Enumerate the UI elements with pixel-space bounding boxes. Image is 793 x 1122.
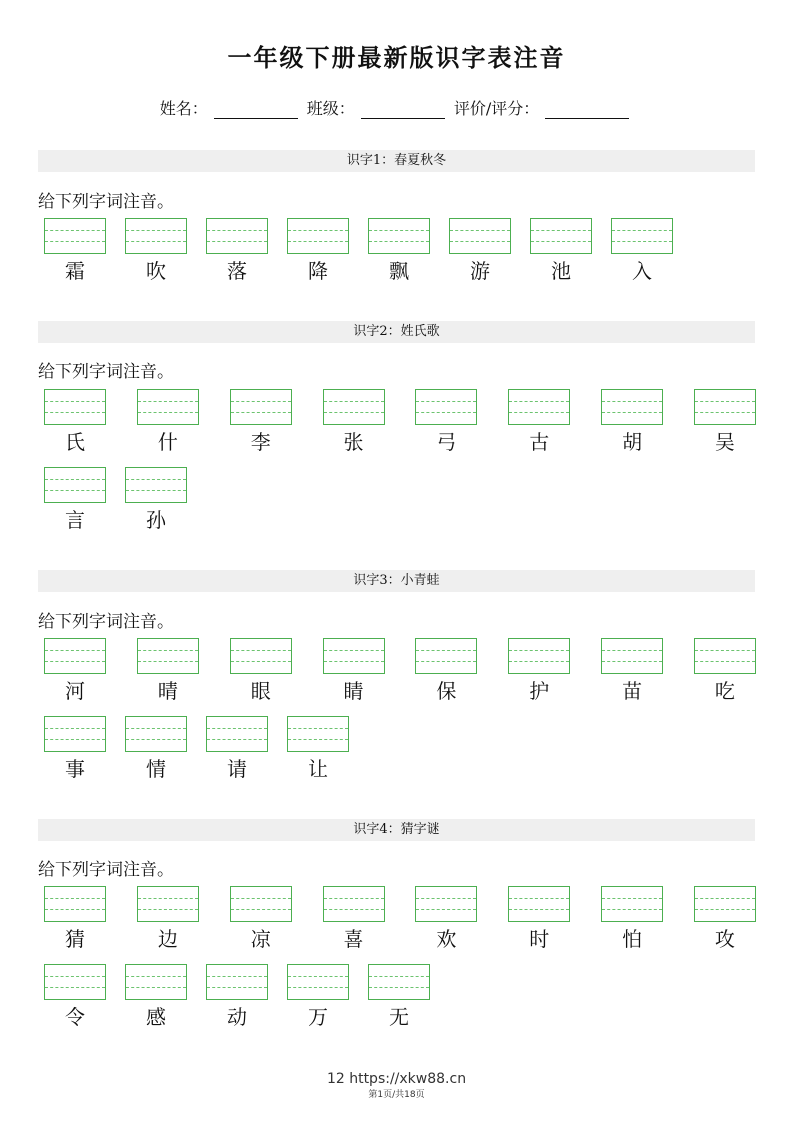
pinyin-guide-line bbox=[324, 661, 384, 662]
pinyin-guide-line bbox=[416, 412, 476, 413]
pinyin-guide-line bbox=[207, 987, 267, 988]
pinyin-guide-line bbox=[45, 728, 105, 729]
char-cell bbox=[137, 886, 199, 951]
pinyin-guide-line bbox=[45, 661, 105, 662]
pinyin-guide-line bbox=[138, 401, 198, 402]
pinyin-guide-line bbox=[207, 241, 267, 242]
char-cell bbox=[230, 886, 292, 951]
char-cell bbox=[44, 389, 106, 454]
char-cell bbox=[125, 218, 187, 283]
hanzi: 河 bbox=[65, 679, 85, 703]
char-row bbox=[44, 638, 756, 703]
pinyin-guide-line bbox=[45, 987, 105, 988]
pinyin-guide-line bbox=[695, 909, 755, 910]
pinyin-box[interactable] bbox=[137, 886, 199, 922]
pinyin-guide-line bbox=[207, 728, 267, 729]
name-label: 姓名： bbox=[159, 99, 208, 118]
char-row bbox=[44, 218, 756, 283]
hanzi: 万 bbox=[308, 1005, 328, 1029]
pinyin-guide-line bbox=[509, 401, 569, 402]
pinyin-guide-line bbox=[231, 412, 291, 413]
char-row bbox=[44, 886, 756, 951]
char-cell bbox=[44, 467, 106, 532]
hanzi: 无 bbox=[389, 1005, 409, 1029]
char-cell bbox=[368, 218, 430, 283]
hanzi: 请 bbox=[227, 757, 247, 781]
pinyin-box[interactable] bbox=[415, 389, 477, 425]
pinyin-guide-line bbox=[126, 479, 186, 480]
char-cell bbox=[230, 638, 292, 703]
hanzi: 感 bbox=[146, 1005, 166, 1029]
pinyin-guide-line bbox=[695, 401, 755, 402]
hanzi: 事 bbox=[65, 757, 85, 781]
char-cell bbox=[206, 218, 268, 283]
char-cell bbox=[368, 964, 430, 1029]
char-row bbox=[44, 716, 756, 781]
hanzi: 动 bbox=[227, 1005, 247, 1029]
pinyin-guide-line bbox=[45, 490, 105, 491]
hanzi: 凉 bbox=[250, 927, 271, 951]
pinyin-guide-line bbox=[126, 976, 186, 977]
pinyin-box[interactable] bbox=[415, 886, 477, 922]
instruction: 给下列字词注音。 bbox=[38, 362, 174, 382]
pinyin-guide-line bbox=[126, 230, 186, 231]
pinyin-guide-line bbox=[231, 909, 291, 910]
pinyin-box[interactable] bbox=[508, 886, 570, 922]
class-label: 班级： bbox=[306, 99, 355, 118]
pinyin-guide-line bbox=[126, 987, 186, 988]
pinyin-guide-line bbox=[602, 412, 662, 413]
pinyin-guide-line bbox=[612, 241, 672, 242]
pinyin-guide-line bbox=[45, 909, 105, 910]
char-cell bbox=[44, 218, 106, 283]
char-cell bbox=[530, 218, 592, 283]
pinyin-box[interactable] bbox=[44, 716, 106, 752]
pinyin-guide-line bbox=[531, 241, 591, 242]
char-cell bbox=[230, 389, 292, 454]
score-blank[interactable] bbox=[545, 100, 629, 119]
char-cell bbox=[508, 886, 570, 951]
pinyin-guide-line bbox=[602, 898, 662, 899]
char-cell bbox=[287, 716, 349, 781]
hanzi: 吴 bbox=[714, 430, 735, 454]
pinyin-box[interactable] bbox=[368, 964, 430, 1000]
pinyin-guide-line bbox=[126, 241, 186, 242]
pinyin-guide-line bbox=[695, 661, 755, 662]
student-info bbox=[0, 96, 793, 119]
hanzi: 氏 bbox=[65, 430, 85, 454]
pinyin-box[interactable] bbox=[694, 886, 756, 922]
pinyin-box[interactable] bbox=[601, 638, 663, 674]
instruction: 给下列字词注音。 bbox=[38, 192, 174, 212]
pinyin-box[interactable] bbox=[694, 638, 756, 674]
pinyin-guide-line bbox=[531, 230, 591, 231]
hanzi: 入 bbox=[632, 259, 652, 283]
pinyin-guide-line bbox=[45, 739, 105, 740]
pinyin-guide-line bbox=[612, 230, 672, 231]
char-cell bbox=[44, 638, 106, 703]
pinyin-guide-line bbox=[450, 241, 510, 242]
hanzi: 喜 bbox=[343, 927, 364, 951]
pinyin-box[interactable] bbox=[287, 218, 349, 254]
hanzi: 降 bbox=[308, 259, 328, 283]
hanzi: 吃 bbox=[714, 679, 735, 703]
char-cell bbox=[601, 886, 663, 951]
pinyin-guide-line bbox=[416, 650, 476, 651]
page-number: 第1页/共18页 bbox=[368, 1090, 425, 1100]
hanzi: 攻 bbox=[714, 927, 735, 951]
pinyin-guide-line bbox=[231, 650, 291, 651]
pinyin-guide-line bbox=[126, 739, 186, 740]
pinyin-box[interactable] bbox=[415, 638, 477, 674]
hanzi: 令 bbox=[65, 1005, 85, 1029]
hanzi: 吹 bbox=[146, 259, 166, 283]
pinyin-box[interactable] bbox=[611, 218, 673, 254]
pinyin-guide-line bbox=[369, 230, 429, 231]
pinyin-guide-line bbox=[416, 909, 476, 910]
pinyin-guide-line bbox=[231, 661, 291, 662]
hanzi: 怕 bbox=[622, 927, 643, 951]
instruction: 给下列字词注音。 bbox=[38, 860, 174, 880]
pinyin-guide-line bbox=[207, 976, 267, 977]
pinyin-box[interactable] bbox=[694, 389, 756, 425]
pinyin-box[interactable] bbox=[323, 389, 385, 425]
pinyin-box[interactable] bbox=[125, 218, 187, 254]
hanzi: 胡 bbox=[622, 430, 643, 454]
char-cell bbox=[44, 886, 106, 951]
char-row bbox=[44, 964, 756, 1029]
section-header: 识字4：猜字谜 bbox=[38, 819, 755, 841]
pinyin-guide-line bbox=[509, 650, 569, 651]
hanzi: 落 bbox=[227, 259, 247, 283]
hanzi: 池 bbox=[551, 259, 571, 283]
pinyin-box[interactable] bbox=[508, 389, 570, 425]
pinyin-guide-line bbox=[416, 661, 476, 662]
pinyin-guide-line bbox=[126, 728, 186, 729]
pinyin-box[interactable] bbox=[368, 218, 430, 254]
char-row bbox=[44, 389, 756, 454]
pinyin-box[interactable] bbox=[44, 467, 106, 503]
char-cell bbox=[137, 638, 199, 703]
char-cell bbox=[508, 389, 570, 454]
pinyin-guide-line bbox=[45, 401, 105, 402]
pinyin-box[interactable] bbox=[206, 218, 268, 254]
pinyin-box[interactable] bbox=[230, 886, 292, 922]
char-cell bbox=[125, 716, 187, 781]
char-cell bbox=[323, 886, 385, 951]
pinyin-guide-line bbox=[138, 898, 198, 899]
pinyin-box[interactable] bbox=[44, 638, 106, 674]
pinyin-box[interactable] bbox=[44, 389, 106, 425]
pinyin-box[interactable] bbox=[601, 886, 663, 922]
char-cell bbox=[694, 389, 756, 454]
pinyin-box[interactable] bbox=[287, 964, 349, 1000]
footer-url: 12 https://xkw88.cn bbox=[326, 1071, 467, 1087]
section-header: 识字3：小青蛙 bbox=[38, 570, 755, 592]
pinyin-box[interactable] bbox=[508, 638, 570, 674]
pinyin-box[interactable] bbox=[125, 467, 187, 503]
hanzi: 什 bbox=[157, 430, 178, 454]
pinyin-guide-line bbox=[602, 401, 662, 402]
hanzi: 飘 bbox=[389, 259, 409, 283]
pinyin-guide-line bbox=[324, 650, 384, 651]
hanzi: 言 bbox=[65, 508, 85, 532]
char-cell bbox=[694, 638, 756, 703]
hanzi: 情 bbox=[146, 757, 166, 781]
pinyin-guide-line bbox=[138, 661, 198, 662]
hanzi: 猜 bbox=[65, 927, 85, 951]
hanzi: 古 bbox=[529, 430, 550, 454]
hanzi: 晴 bbox=[157, 679, 178, 703]
pinyin-guide-line bbox=[207, 230, 267, 231]
char-cell bbox=[449, 218, 511, 283]
pinyin-guide-line bbox=[138, 412, 198, 413]
pinyin-guide-line bbox=[369, 241, 429, 242]
pinyin-guide-line bbox=[288, 987, 348, 988]
hanzi: 苗 bbox=[622, 679, 643, 703]
hanzi: 弓 bbox=[436, 430, 457, 454]
pinyin-box[interactable] bbox=[601, 389, 663, 425]
hanzi: 让 bbox=[308, 757, 328, 781]
pinyin-guide-line bbox=[45, 976, 105, 977]
pinyin-guide-line bbox=[288, 739, 348, 740]
pinyin-guide-line bbox=[231, 898, 291, 899]
pinyin-guide-line bbox=[450, 230, 510, 231]
char-cell bbox=[601, 638, 663, 703]
char-cell bbox=[44, 964, 106, 1029]
pinyin-guide-line bbox=[509, 661, 569, 662]
pinyin-guide-line bbox=[324, 412, 384, 413]
hanzi: 眼 bbox=[250, 679, 271, 703]
hanzi: 霜 bbox=[65, 259, 85, 283]
pinyin-guide-line bbox=[207, 739, 267, 740]
char-cell bbox=[125, 467, 187, 532]
char-cell bbox=[611, 218, 673, 283]
pinyin-guide-line bbox=[509, 898, 569, 899]
pinyin-box[interactable] bbox=[206, 716, 268, 752]
instruction: 给下列字词注音。 bbox=[38, 612, 174, 632]
char-cell bbox=[415, 389, 477, 454]
score-label: 评价/评分： bbox=[453, 99, 540, 118]
char-cell bbox=[287, 964, 349, 1029]
pinyin-guide-line bbox=[45, 650, 105, 651]
pinyin-guide-line bbox=[231, 401, 291, 402]
pinyin-guide-line bbox=[45, 898, 105, 899]
char-cell bbox=[44, 716, 106, 781]
pinyin-guide-line bbox=[602, 909, 662, 910]
pinyin-guide-line bbox=[45, 412, 105, 413]
pinyin-box[interactable] bbox=[323, 638, 385, 674]
pinyin-guide-line bbox=[324, 401, 384, 402]
pinyin-guide-line bbox=[138, 909, 198, 910]
pinyin-box[interactable] bbox=[230, 638, 292, 674]
pinyin-guide-line bbox=[288, 728, 348, 729]
pinyin-guide-line bbox=[369, 987, 429, 988]
pinyin-guide-line bbox=[288, 241, 348, 242]
char-cell bbox=[508, 638, 570, 703]
pinyin-box[interactable] bbox=[44, 964, 106, 1000]
char-cell bbox=[287, 218, 349, 283]
hanzi: 游 bbox=[470, 259, 490, 283]
char-cell bbox=[323, 638, 385, 703]
pinyin-guide-line bbox=[695, 650, 755, 651]
pinyin-guide-line bbox=[509, 909, 569, 910]
hanzi: 张 bbox=[343, 430, 364, 454]
pinyin-guide-line bbox=[126, 490, 186, 491]
pinyin-guide-line bbox=[324, 909, 384, 910]
name-blank[interactable] bbox=[214, 100, 298, 119]
pinyin-guide-line bbox=[416, 401, 476, 402]
pinyin-guide-line bbox=[416, 898, 476, 899]
pinyin-guide-line bbox=[288, 976, 348, 977]
pinyin-box[interactable] bbox=[449, 218, 511, 254]
pinyin-box[interactable] bbox=[125, 964, 187, 1000]
char-cell bbox=[323, 389, 385, 454]
section-header: 识字2：姓氏歌 bbox=[38, 321, 755, 343]
class-blank[interactable] bbox=[361, 100, 445, 119]
section-header: 识字1：春夏秋冬 bbox=[38, 150, 755, 172]
pinyin-guide-line bbox=[138, 650, 198, 651]
pinyin-guide-line bbox=[45, 230, 105, 231]
hanzi: 时 bbox=[529, 927, 550, 951]
page-title: 一年级下册最新版识字表注音 bbox=[227, 44, 566, 72]
pinyin-guide-line bbox=[695, 412, 755, 413]
hanzi: 欢 bbox=[436, 927, 457, 951]
hanzi: 孙 bbox=[146, 508, 166, 532]
char-cell bbox=[137, 389, 199, 454]
pinyin-guide-line bbox=[45, 479, 105, 480]
pinyin-guide-line bbox=[369, 976, 429, 977]
hanzi: 护 bbox=[529, 679, 550, 703]
pinyin-box[interactable] bbox=[125, 716, 187, 752]
char-row bbox=[44, 467, 756, 532]
char-cell bbox=[206, 716, 268, 781]
pinyin-box[interactable] bbox=[230, 389, 292, 425]
pinyin-box[interactable] bbox=[530, 218, 592, 254]
pinyin-box[interactable] bbox=[287, 716, 349, 752]
pinyin-guide-line bbox=[45, 241, 105, 242]
char-cell bbox=[694, 886, 756, 951]
pinyin-box[interactable] bbox=[44, 218, 106, 254]
char-cell bbox=[125, 964, 187, 1029]
pinyin-guide-line bbox=[602, 650, 662, 651]
pinyin-box[interactable] bbox=[206, 964, 268, 1000]
char-cell bbox=[415, 638, 477, 703]
pinyin-guide-line bbox=[288, 230, 348, 231]
char-cell bbox=[415, 886, 477, 951]
pinyin-box[interactable] bbox=[323, 886, 385, 922]
pinyin-guide-line bbox=[695, 898, 755, 899]
pinyin-box[interactable] bbox=[137, 389, 199, 425]
char-cell bbox=[206, 964, 268, 1029]
hanzi: 边 bbox=[157, 927, 178, 951]
hanzi: 保 bbox=[436, 679, 457, 703]
pinyin-box[interactable] bbox=[44, 886, 106, 922]
pinyin-guide-line bbox=[324, 898, 384, 899]
pinyin-guide-line bbox=[509, 412, 569, 413]
pinyin-box[interactable] bbox=[137, 638, 199, 674]
hanzi: 李 bbox=[250, 430, 271, 454]
hanzi: 睛 bbox=[343, 679, 364, 703]
char-cell bbox=[601, 389, 663, 454]
pinyin-guide-line bbox=[602, 661, 662, 662]
